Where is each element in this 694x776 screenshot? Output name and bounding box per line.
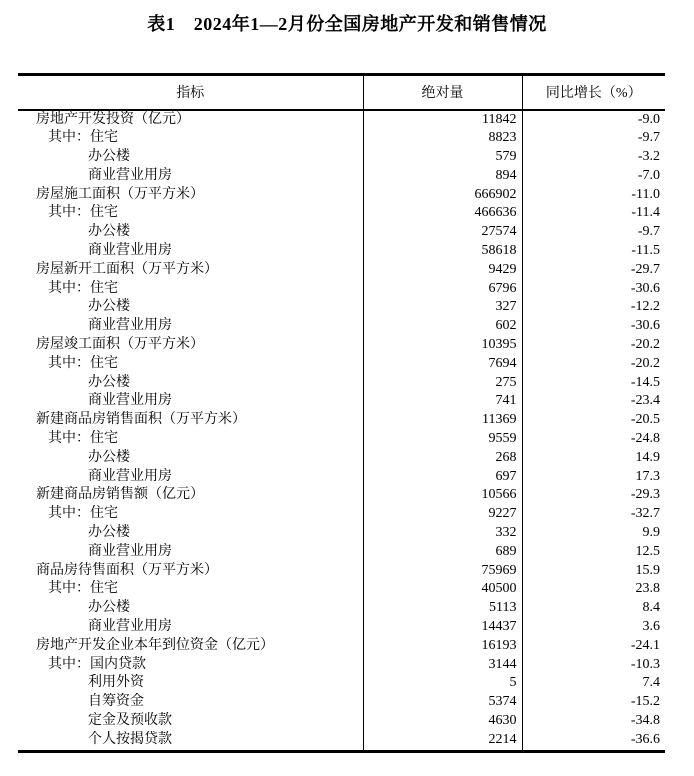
table-row — [18, 712, 665, 731]
table-row — [18, 618, 665, 637]
table-row — [18, 693, 665, 712]
absolute-amount-cell: 579 — [363, 148, 522, 167]
table-row — [18, 392, 665, 411]
absolute-amount-cell: 10395 — [363, 336, 522, 355]
indicator-cell: 房屋新开工面积（万平方米） — [36, 261, 218, 277]
absolute-amount-cell: 40500 — [363, 580, 522, 599]
indicator-cell: 商业营业用房 — [88, 318, 172, 334]
absolute-amount-cell: 5 — [363, 674, 522, 693]
yoy-growth-cell: -34.8 — [522, 712, 665, 731]
yoy-growth-cell: 12.5 — [522, 543, 665, 562]
absolute-amount-cell: 689 — [363, 543, 522, 562]
yoy-growth-cell: 3.6 — [522, 618, 665, 637]
absolute-amount-cell: 697 — [363, 468, 522, 487]
yoy-growth-cell: 7.4 — [522, 674, 665, 693]
indicator-cell: 个人按揭贷款 — [88, 731, 172, 747]
table-row — [18, 261, 665, 280]
table-row — [18, 731, 665, 751]
absolute-amount-cell: 275 — [363, 374, 522, 393]
absolute-amount-cell: 27574 — [363, 223, 522, 242]
indicator-cell: 办公楼 — [88, 600, 130, 616]
indicator-cell: 办公楼 — [88, 525, 130, 541]
yoy-growth-cell: 17.3 — [522, 468, 665, 487]
table-row — [18, 298, 665, 317]
table-row — [18, 637, 665, 656]
absolute-amount-cell: 11369 — [363, 411, 522, 430]
yoy-growth-cell: -36.6 — [522, 731, 665, 751]
indicator-cell: 其中：住宅 — [48, 280, 118, 296]
yoy-growth-cell: -14.5 — [522, 374, 665, 393]
yoy-growth-cell: -30.6 — [522, 317, 665, 336]
yoy-growth-cell: -20.5 — [522, 411, 665, 430]
table-row — [18, 110, 665, 130]
table-row — [18, 223, 665, 242]
yoy-growth-cell: -9.7 — [522, 129, 665, 148]
absolute-amount-cell: 327 — [363, 298, 522, 317]
absolute-amount-cell: 9559 — [363, 430, 522, 449]
indicator-cell: 办公楼 — [88, 224, 130, 240]
indicator-cell: 其中：住宅 — [48, 205, 118, 221]
table-row — [18, 336, 665, 355]
table-row — [18, 317, 665, 336]
table-row — [18, 374, 665, 393]
absolute-amount-cell: 5374 — [363, 693, 522, 712]
table-row — [18, 186, 665, 205]
table-row — [18, 430, 665, 449]
yoy-growth-cell: -3.2 — [522, 148, 665, 167]
yoy-growth-cell: -23.4 — [522, 392, 665, 411]
indicator-cell: 办公楼 — [88, 374, 130, 390]
yoy-growth-cell: -20.2 — [522, 336, 665, 355]
page-title: 表1 2024年1—2月份全国房地产开发和销售情况 — [147, 14, 547, 34]
yoy-growth-cell: 14.9 — [522, 449, 665, 468]
indicator-cell: 房地产开发投资（亿元） — [36, 111, 190, 127]
indicator-cell: 其中：住宅 — [48, 581, 118, 597]
indicator-cell: 商业营业用房 — [88, 468, 172, 484]
table-row — [18, 580, 665, 599]
indicator-cell: 定金及预收款 — [88, 713, 172, 728]
table-row — [18, 204, 665, 223]
yoy-growth-cell: -7.0 — [522, 167, 665, 186]
absolute-amount-cell: 466636 — [363, 204, 522, 223]
indicator-cell: 其中：住宅 — [48, 431, 118, 447]
column-header-yoy-growth: 同比增长（%） — [522, 75, 665, 110]
table-row — [18, 167, 665, 186]
table-row — [18, 148, 665, 167]
yoy-growth-cell: -32.7 — [522, 505, 665, 524]
yoy-growth-cell: -9.0 — [522, 110, 665, 130]
table-row — [18, 129, 665, 148]
table-row — [18, 599, 665, 618]
indicator-cell: 新建商品房销售面积（万平方米） — [36, 412, 246, 428]
absolute-amount-cell: 9429 — [363, 261, 522, 280]
absolute-amount-cell: 332 — [363, 524, 522, 543]
yoy-growth-cell: -24.8 — [522, 430, 665, 449]
yoy-growth-cell: -15.2 — [522, 693, 665, 712]
indicator-cell: 办公楼 — [88, 149, 130, 165]
indicator-cell: 利用外资 — [88, 675, 144, 691]
absolute-amount-cell: 894 — [363, 167, 522, 186]
absolute-amount-cell: 5113 — [363, 599, 522, 618]
table-row — [18, 656, 665, 675]
table-row — [18, 674, 665, 693]
table-row — [18, 280, 665, 299]
yoy-growth-cell: 8.4 — [522, 599, 665, 618]
column-header-absolute-amount: 绝对量 — [363, 75, 522, 110]
indicator-cell: 办公楼 — [88, 449, 130, 465]
absolute-amount-cell: 666902 — [363, 186, 522, 205]
absolute-amount-cell: 10566 — [363, 486, 522, 505]
yoy-growth-cell: -11.0 — [522, 186, 665, 205]
indicator-cell: 房地产开发企业本年到位资金（亿元） — [36, 637, 274, 653]
yoy-growth-cell: -9.7 — [522, 223, 665, 242]
table-row — [18, 524, 665, 543]
yoy-growth-cell: 23.8 — [522, 580, 665, 599]
table-row — [18, 449, 665, 468]
absolute-amount-cell: 7694 — [363, 355, 522, 374]
yoy-growth-cell: -11.4 — [522, 204, 665, 223]
indicator-cell: 其中：住宅 — [48, 130, 118, 146]
yoy-growth-cell: -20.2 — [522, 355, 665, 374]
absolute-amount-cell: 6796 — [363, 280, 522, 299]
yoy-growth-cell: 15.9 — [522, 562, 665, 581]
indicator-cell: 其中：国内贷款 — [48, 656, 146, 672]
indicator-cell: 办公楼 — [88, 299, 130, 315]
absolute-amount-cell: 8823 — [363, 129, 522, 148]
yoy-growth-cell: -30.6 — [522, 280, 665, 299]
indicator-cell: 商业营业用房 — [88, 543, 172, 559]
indicator-cell: 商业营业用房 — [88, 243, 172, 259]
yoy-growth-cell: -10.3 — [522, 656, 665, 675]
indicator-cell: 自筹资金 — [88, 694, 144, 710]
table-row — [18, 242, 665, 261]
absolute-amount-cell: 4630 — [363, 712, 522, 731]
absolute-amount-cell: 602 — [363, 317, 522, 336]
indicator-cell: 其中：住宅 — [48, 355, 118, 371]
table-row — [18, 486, 665, 505]
indicator-cell: 房屋施工面积（万平方米） — [36, 186, 204, 202]
yoy-growth-cell: -12.2 — [522, 298, 665, 317]
indicator-cell: 商业营业用房 — [88, 393, 172, 409]
statistics-table — [18, 73, 665, 753]
indicator-cell: 商业营业用房 — [88, 167, 172, 183]
indicator-cell: 房屋竣工面积（万平方米） — [36, 337, 204, 353]
absolute-amount-cell: 741 — [363, 392, 522, 411]
table-header-row — [18, 75, 665, 110]
yoy-growth-cell: -29.3 — [522, 486, 665, 505]
yoy-growth-cell: -24.1 — [522, 637, 665, 656]
absolute-amount-cell: 3144 — [363, 656, 522, 675]
indicator-cell: 其中：住宅 — [48, 506, 118, 522]
yoy-growth-cell: 9.9 — [522, 524, 665, 543]
yoy-growth-cell: -11.5 — [522, 242, 665, 261]
absolute-amount-cell: 2214 — [363, 731, 522, 751]
absolute-amount-cell: 268 — [363, 449, 522, 468]
table-row — [18, 411, 665, 430]
table-row — [18, 505, 665, 524]
indicator-cell: 商品房待售面积（万平方米） — [36, 562, 218, 578]
yoy-growth-cell: -29.7 — [522, 261, 665, 280]
indicator-cell: 新建商品房销售额（亿元） — [36, 487, 204, 503]
table-row — [18, 355, 665, 374]
absolute-amount-cell: 16193 — [363, 637, 522, 656]
column-header-indicator: 指标 — [18, 75, 363, 110]
absolute-amount-cell: 75969 — [363, 562, 522, 581]
table-row — [18, 468, 665, 487]
absolute-amount-cell: 11842 — [363, 110, 522, 130]
table-row — [18, 543, 665, 562]
absolute-amount-cell: 58618 — [363, 242, 522, 261]
absolute-amount-cell: 9227 — [363, 505, 522, 524]
indicator-cell: 商业营业用房 — [88, 619, 172, 635]
table-row — [18, 562, 665, 581]
absolute-amount-cell: 14437 — [363, 618, 522, 637]
